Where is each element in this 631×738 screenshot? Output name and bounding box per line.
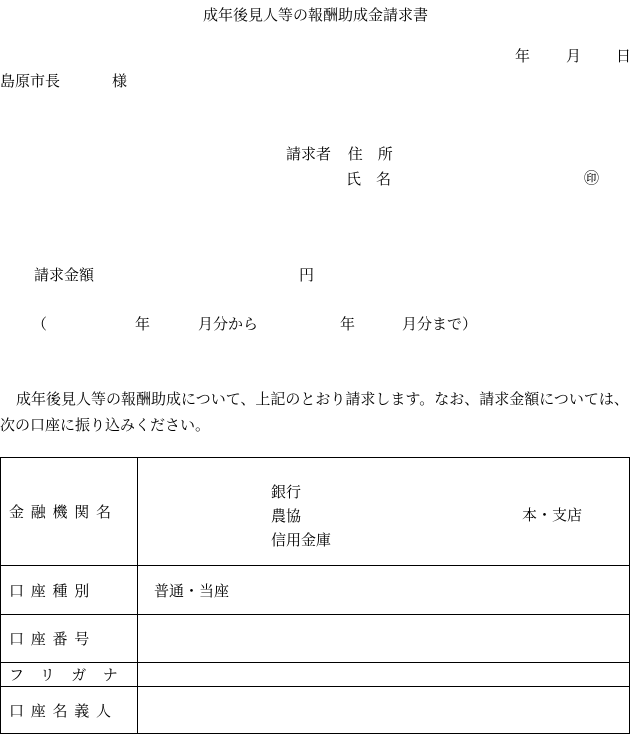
- holder-row: [1, 687, 630, 734]
- page-title: 成年後見人等の報酬助成金請求書: [202, 6, 428, 24]
- furigana-label: フリガナ: [1, 663, 138, 687]
- account-number-field[interactable]: [138, 615, 630, 663]
- period-open: （: [32, 315, 48, 333]
- period-month-from: 月分から: [198, 315, 259, 333]
- claimant-address-line: [286, 147, 393, 162]
- period-year-from: 年: [135, 315, 151, 333]
- account-number-label: 口座番号: [1, 615, 138, 663]
- addressee-honorific: 様: [112, 72, 128, 90]
- institution-type-credit: 信用金庫: [271, 531, 332, 549]
- amount-label: 請求金額: [34, 266, 95, 284]
- bank-account-table: [0, 457, 630, 734]
- amount-unit: 円: [299, 266, 315, 284]
- institution-label: 金融機関名: [1, 458, 138, 566]
- seal-mark: ㊞: [584, 169, 600, 187]
- date-month: 月: [566, 47, 582, 65]
- account-type-value[interactable]: 普通・当座: [138, 566, 630, 615]
- institution-cell[interactable]: [138, 458, 630, 566]
- addressee-name: 島原市長: [0, 72, 61, 90]
- institution-type-agri: 農協: [271, 507, 302, 525]
- furigana-row: [1, 663, 630, 687]
- holder-label: 口座名義人: [1, 687, 138, 734]
- institution-type-bank: 銀行: [271, 483, 302, 501]
- request-statement: 成年後見人等の報酬助成について、上記のとおり請求します。なお、請求金額については、次の口座に振り込みください。: [0, 390, 629, 434]
- addressee: [0, 72, 128, 90]
- institution-row: [1, 458, 630, 566]
- claimant-label: 請求者: [286, 145, 332, 163]
- holder-field[interactable]: [138, 687, 630, 734]
- furigana-field[interactable]: [138, 663, 630, 687]
- account-type-label: 口座種別: [1, 566, 138, 615]
- period-year-to: 年: [340, 315, 356, 333]
- account-number-row: [1, 615, 630, 663]
- date-year: 年: [515, 47, 531, 65]
- institution-types: [271, 480, 331, 552]
- account-type-row: [1, 566, 630, 615]
- branch-label: 本・支店: [522, 506, 583, 524]
- date-day: 日: [616, 47, 631, 65]
- address-label: 住 所: [347, 145, 393, 163]
- name-label: 氏 名: [346, 170, 392, 188]
- period-month-to: 月分まで）: [402, 315, 478, 333]
